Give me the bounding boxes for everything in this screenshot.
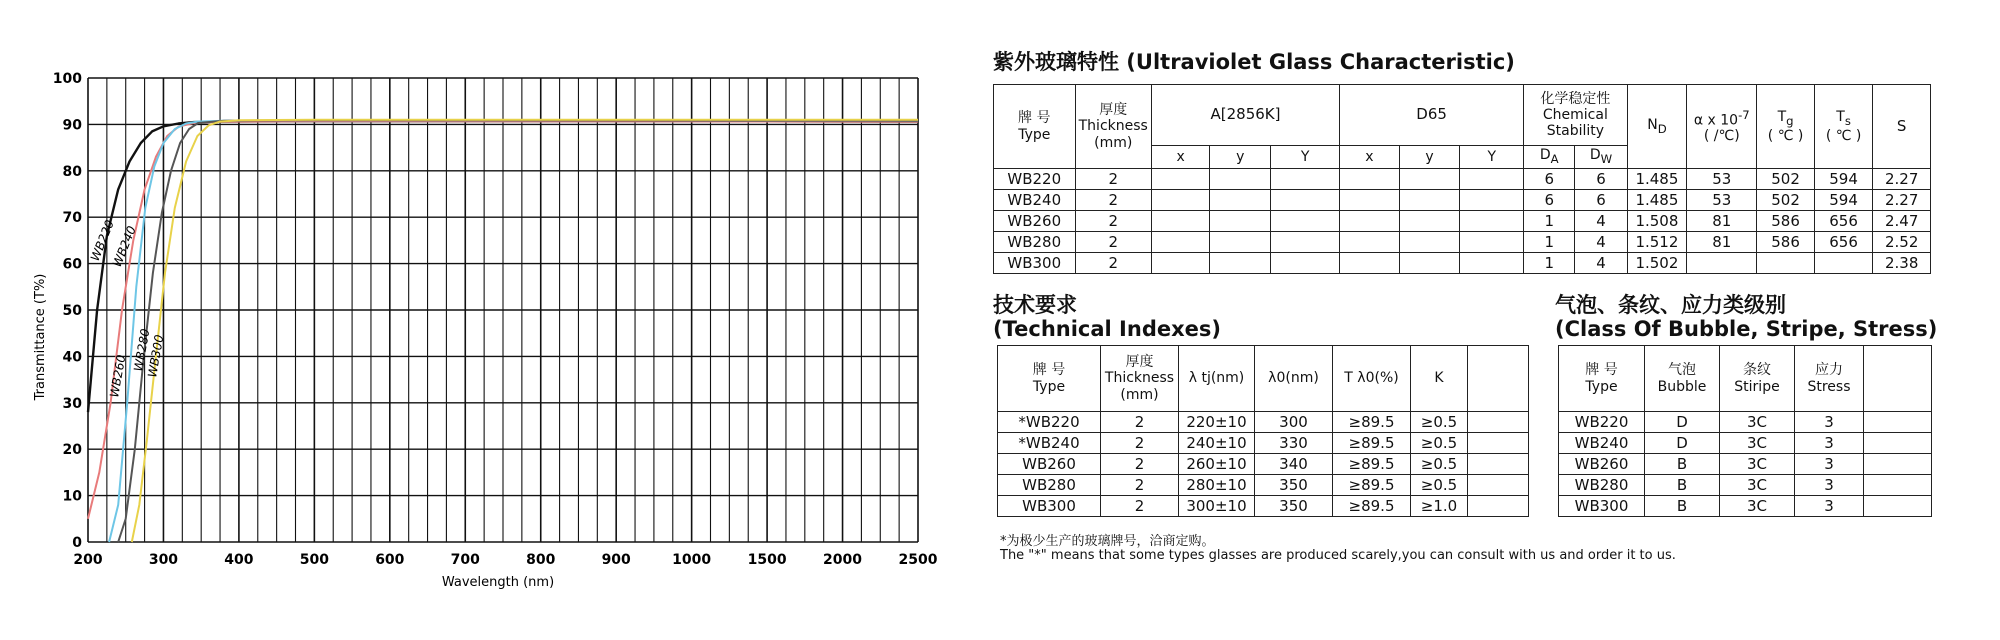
tech-cell-ltj: 240±10	[1179, 433, 1255, 454]
uv-cell-ts: 594	[1814, 190, 1873, 211]
uv-cell-a-y	[1210, 211, 1271, 232]
x-tick-label: 1500	[747, 552, 787, 568]
bubble-cell-type: WB280	[1559, 475, 1645, 496]
uv-cell-s: 2.27	[1873, 169, 1931, 190]
tech-cell-type: WB300	[998, 496, 1101, 517]
x-tick-label: 900	[601, 552, 631, 568]
tech-row	[998, 433, 1529, 454]
tech-cell-ltj: 260±10	[1179, 454, 1255, 475]
tech-cell-l0: 330	[1255, 433, 1333, 454]
bubble-cell-stress: 3	[1795, 433, 1864, 454]
bubble-class-table	[1558, 345, 1932, 517]
uv-cell-type: WB260	[994, 211, 1076, 232]
tech-cell-k: ≥0.5	[1411, 433, 1468, 454]
uv-h-tg: $T_g$ ( ℃ )	[1757, 85, 1815, 169]
tech-h-ltj: λ tj(nm)	[1179, 346, 1255, 412]
uv-cell-tg: 586	[1757, 211, 1815, 232]
bubble-title-cn: 气泡、条纹、应力类级别	[1555, 293, 1786, 317]
uv-cell-a-y	[1210, 253, 1271, 274]
uv-cell-a-Y	[1271, 169, 1340, 190]
y-tick-label: 20	[62, 442, 82, 459]
bubble-cell-stripe: 3C	[1720, 454, 1795, 475]
series-line-wb260	[109, 120, 918, 542]
tech-cell-l0: 300	[1255, 412, 1333, 433]
bubble-cell-stripe: 3C	[1720, 412, 1795, 433]
uv-cell-a-y	[1210, 232, 1271, 253]
uv-cell-d-x	[1340, 253, 1400, 274]
uv-cell-tg	[1757, 253, 1815, 274]
x-tick-label: 2000	[823, 552, 863, 568]
tech-h-empty	[1468, 346, 1529, 412]
uv-cell-dw: 4	[1575, 253, 1627, 274]
chart-svg	[0, 0, 960, 640]
uv-cell-dw: 6	[1575, 190, 1627, 211]
uv-h-a2856: A[2856K]	[1151, 85, 1339, 146]
uv-cell-type: WB240	[994, 190, 1076, 211]
uv-cell-da: 1	[1524, 232, 1575, 253]
tech-cell-k: ≥0.5	[1411, 475, 1468, 496]
uv-cell-d-Y	[1460, 169, 1524, 190]
chart-annotations	[88, 218, 167, 399]
tech-cell-empty	[1468, 496, 1529, 517]
curve-label-wb220: WB220	[87, 217, 117, 264]
uv-cell-thickness: 2	[1075, 232, 1151, 253]
bubble-cell-empty	[1864, 496, 1932, 517]
uv-cell-ts	[1814, 253, 1873, 274]
tech-h-tl0: T λ0(%)	[1333, 346, 1411, 412]
tech-cell-tl0: ≥89.5	[1333, 412, 1411, 433]
uv-cell-thickness: 2	[1075, 169, 1151, 190]
tech-cell-empty	[1468, 433, 1529, 454]
uv-cell-s: 2.27	[1873, 190, 1931, 211]
y-tick-label: 80	[62, 163, 82, 180]
uv-cell-type: WB220	[994, 169, 1076, 190]
y-axis-label: Transmittance (T%)	[33, 273, 48, 401]
uv-cell-d-Y	[1460, 211, 1524, 232]
bubble-cell-type: WB260	[1559, 454, 1645, 475]
uv-cell-da: 1	[1524, 211, 1575, 232]
uv-cell-d-y	[1399, 169, 1460, 190]
bubble-row	[1559, 475, 1932, 496]
uv-h-ts: $T_s$ ( ℃ )	[1814, 85, 1873, 169]
curve-label-wb300: WB300	[145, 333, 167, 379]
uv-h-d-Y: Y	[1460, 146, 1524, 169]
tech-h-type: 牌 号 Type	[998, 346, 1101, 412]
uv-h-a-y: y	[1210, 146, 1271, 169]
y-tick-label: 10	[62, 488, 82, 505]
tech-cell-type: *WB240	[998, 433, 1101, 454]
tech-cell-thickness: 2	[1101, 412, 1179, 433]
uv-cell-d-x	[1340, 190, 1400, 211]
x-tick-label: 500	[299, 552, 329, 568]
curve-label-wb240: WB240	[109, 223, 139, 270]
uv-cell-d-x	[1340, 232, 1400, 253]
x-axis-label: Wavelength (nm)	[441, 575, 555, 590]
tech-cell-k: ≥0.5	[1411, 412, 1468, 433]
tech-cell-tl0: ≥89.5	[1333, 433, 1411, 454]
uv-cell-nd: 1.485	[1627, 169, 1687, 190]
uv-cell-nd: 1.508	[1627, 211, 1687, 232]
uv-cell-dw: 4	[1575, 232, 1627, 253]
uv-cell-alpha	[1687, 253, 1757, 274]
uv-cell-d-Y	[1460, 232, 1524, 253]
uv-cell-d-y	[1399, 211, 1460, 232]
uv-h-d-y: y	[1399, 146, 1460, 169]
uv-h-a-x: x	[1151, 146, 1210, 169]
tech-cell-k: ≥0.5	[1411, 454, 1468, 475]
uv-cell-a-x	[1151, 169, 1210, 190]
curve-label-wb280: WB280	[131, 327, 153, 373]
tech-cell-thickness: 2	[1101, 454, 1179, 475]
uv-h-thickness: 厚度 Thickness (mm)	[1075, 85, 1151, 169]
y-tick-label: 70	[62, 210, 82, 227]
uv-h-d-x: x	[1340, 146, 1400, 169]
bubble-cell-empty	[1864, 433, 1932, 454]
bubble-h-type: 牌 号 Type	[1559, 346, 1645, 412]
uv-cell-s: 2.38	[1873, 253, 1931, 274]
bubble-cell-type: WB220	[1559, 412, 1645, 433]
uv-cell-dw: 4	[1575, 211, 1627, 232]
bubble-row	[1559, 496, 1932, 517]
uv-cell-a-x	[1151, 190, 1210, 211]
uv-section-title: 紫外玻璃特性 (Ultraviolet Glass Characteristic)	[993, 50, 1515, 74]
tech-cell-empty	[1468, 412, 1529, 433]
tech-cell-empty	[1468, 454, 1529, 475]
uv-cell-a-x	[1151, 211, 1210, 232]
bubble-cell-bubble: B	[1645, 454, 1720, 475]
tech-row	[998, 475, 1529, 496]
bubble-cell-stress: 3	[1795, 496, 1864, 517]
uv-cell-nd: 1.512	[1627, 232, 1687, 253]
tech-cell-ltj: 220±10	[1179, 412, 1255, 433]
bubble-title-en: (Class Of Bubble, Stripe, Stress)	[1555, 317, 1938, 341]
bubble-cell-bubble: B	[1645, 475, 1720, 496]
uv-h-dw: $D_W$	[1575, 146, 1627, 169]
uv-h-chem: 化学稳定性 Chemical Stability	[1524, 85, 1628, 146]
x-tick-label: 400	[224, 552, 254, 568]
bubble-cell-stripe: 3C	[1720, 496, 1795, 517]
uv-cell-a-x	[1151, 232, 1210, 253]
bubble-row	[1559, 433, 1932, 454]
x-tick-label: 300	[148, 552, 179, 568]
technical-indexes-table	[997, 345, 1529, 517]
uv-cell-tg: 502	[1757, 169, 1815, 190]
uv-cell-thickness: 2	[1075, 253, 1151, 274]
tech-cell-type: *WB220	[998, 412, 1101, 433]
bubble-h-stripe: 条纹 Stiripe	[1720, 346, 1795, 412]
uv-cell-s: 2.47	[1873, 211, 1931, 232]
uv-cell-a-Y	[1271, 190, 1340, 211]
bubble-row	[1559, 454, 1932, 475]
uv-cell-ts: 656	[1814, 232, 1873, 253]
bubble-h-empty	[1864, 346, 1932, 412]
uv-h-s: S	[1873, 85, 1931, 169]
x-tick-label: 800	[526, 552, 556, 568]
uv-characteristic-table	[993, 84, 1931, 274]
y-tick-label: 30	[62, 395, 82, 412]
uv-cell-alpha: 81	[1687, 211, 1757, 232]
y-tick-label: 0	[72, 535, 82, 551]
tech-cell-l0: 350	[1255, 496, 1333, 517]
uv-cell-a-Y	[1271, 211, 1340, 232]
uv-cell-a-y	[1210, 190, 1271, 211]
uv-cell-tg: 586	[1757, 232, 1815, 253]
uv-row	[994, 232, 1931, 253]
uv-cell-da: 6	[1524, 190, 1575, 211]
tech-cell-thickness: 2	[1101, 496, 1179, 517]
uv-row	[994, 169, 1931, 190]
uv-cell-d-Y	[1460, 190, 1524, 211]
uv-h-a-Y: Y	[1271, 146, 1340, 169]
uv-cell-da: 1	[1524, 253, 1575, 274]
y-tick-label: 100	[52, 71, 82, 87]
uv-cell-alpha: 81	[1687, 232, 1757, 253]
transmittance-chart	[0, 0, 960, 640]
bubble-cell-bubble: D	[1645, 412, 1720, 433]
bubble-cell-empty	[1864, 412, 1932, 433]
tech-h-thickness: 厚度 Thickness (mm)	[1101, 346, 1179, 412]
tech-cell-tl0: ≥89.5	[1333, 454, 1411, 475]
series-line-wb300	[132, 120, 918, 542]
uv-cell-ts: 656	[1814, 211, 1873, 232]
uv-cell-s: 2.52	[1873, 232, 1931, 253]
tech-row	[998, 412, 1529, 433]
tech-cell-tl0: ≥89.5	[1333, 475, 1411, 496]
bubble-row	[1559, 412, 1932, 433]
uv-h-alpha: α x $10^{-7}$ ( /℃)	[1687, 85, 1757, 169]
uv-cell-nd: 1.502	[1627, 253, 1687, 274]
y-tick-label: 50	[62, 303, 82, 319]
tech-title-en: (Technical Indexes)	[993, 317, 1221, 341]
bubble-cell-stress: 3	[1795, 475, 1864, 496]
tech-cell-type: WB280	[998, 475, 1101, 496]
tech-title-cn: 技术要求	[993, 293, 1077, 317]
bubble-cell-bubble: B	[1645, 496, 1720, 517]
uv-row	[994, 211, 1931, 232]
bubble-cell-stress: 3	[1795, 454, 1864, 475]
x-tick-label: 200	[73, 552, 103, 568]
bubble-h-bubble: 气泡 Bubble	[1645, 346, 1720, 412]
uv-cell-d-Y	[1460, 253, 1524, 274]
uv-row	[994, 253, 1931, 274]
uv-h-da: $D_A$	[1524, 146, 1575, 169]
uv-cell-type: WB300	[994, 253, 1076, 274]
tech-cell-k: ≥1.0	[1411, 496, 1468, 517]
bubble-cell-bubble: D	[1645, 433, 1720, 454]
uv-h-d65: D65	[1340, 85, 1524, 146]
x-tick-label: 700	[450, 552, 480, 568]
footnote-en: The "*" means that some types glasses are produced scarely,you can consult with us and order it to us.	[1000, 548, 1676, 563]
bubble-h-stress: 应力 Stress	[1795, 346, 1864, 412]
uv-cell-thickness: 2	[1075, 211, 1151, 232]
curve-label-wb260: WB260	[107, 353, 129, 399]
uv-cell-nd: 1.485	[1627, 190, 1687, 211]
tech-cell-l0: 350	[1255, 475, 1333, 496]
uv-h-type: 牌 号 Type	[994, 85, 1076, 169]
tech-row	[998, 496, 1529, 517]
bubble-cell-empty	[1864, 454, 1932, 475]
tech-cell-ltj: 280±10	[1179, 475, 1255, 496]
uv-cell-alpha: 53	[1687, 190, 1757, 211]
uv-cell-thickness: 2	[1075, 190, 1151, 211]
uv-cell-tg: 502	[1757, 190, 1815, 211]
uv-cell-a-x	[1151, 253, 1210, 274]
uv-cell-a-Y	[1271, 232, 1340, 253]
tech-cell-type: WB260	[998, 454, 1101, 475]
x-tick-label: 600	[375, 552, 405, 568]
uv-cell-alpha: 53	[1687, 169, 1757, 190]
tech-cell-empty	[1468, 475, 1529, 496]
bubble-cell-stress: 3	[1795, 412, 1864, 433]
tech-cell-tl0: ≥89.5	[1333, 496, 1411, 517]
bubble-cell-type: WB300	[1559, 496, 1645, 517]
uv-cell-d-x	[1340, 169, 1400, 190]
uv-cell-a-y	[1210, 169, 1271, 190]
uv-cell-ts: 594	[1814, 169, 1873, 190]
bubble-cell-empty	[1864, 475, 1932, 496]
tech-h-l0: λ0(nm)	[1255, 346, 1333, 412]
y-tick-label: 60	[62, 256, 82, 273]
uv-h-nd: $N_D$	[1627, 85, 1687, 169]
uv-row	[994, 190, 1931, 211]
y-tick-label: 90	[62, 117, 82, 134]
uv-cell-d-x	[1340, 211, 1400, 232]
bubble-cell-stripe: 3C	[1720, 475, 1795, 496]
uv-cell-da: 6	[1524, 169, 1575, 190]
chart-grid	[88, 78, 918, 542]
uv-cell-a-Y	[1271, 253, 1340, 274]
footnote-cn: *为极少生产的玻璃牌号，洽商定购。	[1000, 534, 1215, 549]
x-tick-label: 2500	[898, 552, 938, 568]
tech-h-k: K	[1411, 346, 1468, 412]
x-tick-label: 1000	[672, 552, 712, 568]
tech-row	[998, 454, 1529, 475]
bubble-cell-stripe: 3C	[1720, 433, 1795, 454]
tech-cell-l0: 340	[1255, 454, 1333, 475]
tech-cell-thickness: 2	[1101, 433, 1179, 454]
uv-cell-d-y	[1399, 253, 1460, 274]
uv-cell-d-y	[1399, 232, 1460, 253]
uv-cell-dw: 6	[1575, 169, 1627, 190]
y-tick-label: 40	[62, 349, 82, 366]
bubble-cell-type: WB240	[1559, 433, 1645, 454]
tech-cell-ltj: 300±10	[1179, 496, 1255, 517]
uv-cell-d-y	[1399, 190, 1460, 211]
tech-cell-thickness: 2	[1101, 475, 1179, 496]
uv-cell-type: WB280	[994, 232, 1076, 253]
